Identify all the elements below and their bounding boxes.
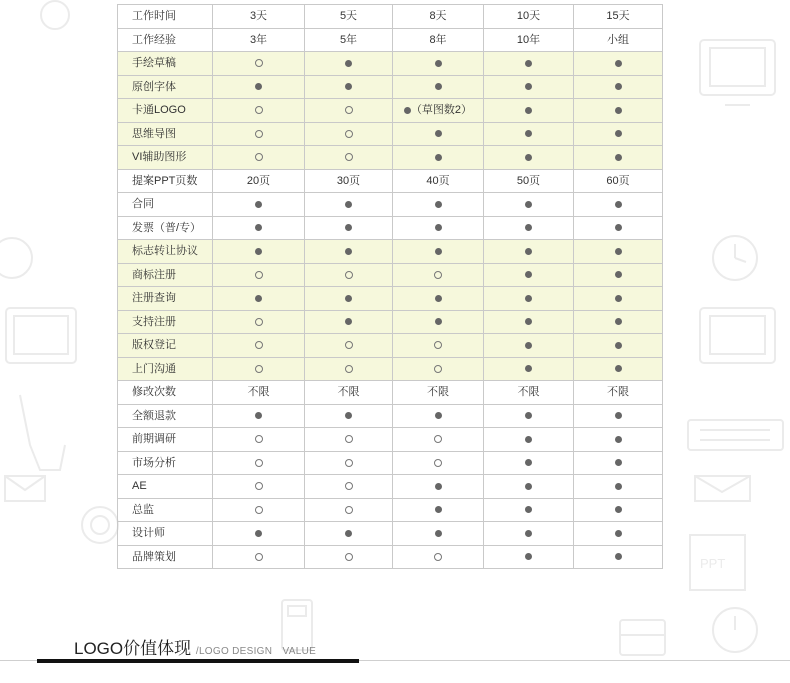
filled-circle-icon	[525, 60, 532, 67]
included-cell	[574, 287, 663, 311]
filled-circle-icon	[345, 83, 352, 90]
included-cell	[574, 99, 663, 123]
included-cell	[484, 310, 574, 334]
filled-circle-icon	[435, 224, 442, 231]
pricing-table	[117, 4, 663, 569]
included-cell	[574, 240, 663, 264]
row-label: AE	[118, 475, 213, 499]
table-row	[118, 498, 663, 522]
included-cell	[484, 52, 574, 76]
included-cell	[393, 498, 484, 522]
empty-circle-icon	[434, 459, 442, 467]
filled-circle-icon	[615, 412, 622, 419]
filled-circle-icon	[525, 436, 532, 443]
included-cell	[574, 75, 663, 99]
filled-circle-icon	[615, 130, 622, 137]
row-label: 提案PPT页数	[118, 169, 213, 193]
filled-circle-icon	[525, 506, 532, 513]
table-cell: 8天	[393, 5, 484, 29]
filled-circle-icon	[615, 436, 622, 443]
included-cell	[484, 498, 574, 522]
empty-circle-icon	[255, 153, 263, 161]
included-cell	[213, 216, 305, 240]
keyboard-icon	[688, 420, 783, 450]
table-cell: 5天	[305, 5, 393, 29]
included-cell	[484, 475, 574, 499]
table-cell: 不限	[305, 381, 393, 405]
included-cell	[574, 193, 663, 217]
empty-circle-icon	[345, 506, 353, 514]
filled-circle-icon	[255, 412, 262, 419]
filled-circle-icon	[615, 154, 622, 161]
not-included-cell	[305, 428, 393, 452]
not-included-cell	[305, 545, 393, 569]
table-row	[118, 357, 663, 381]
included-cell	[574, 334, 663, 358]
included-cell	[574, 146, 663, 170]
filled-circle-icon	[255, 295, 262, 302]
empty-circle-icon	[255, 365, 263, 373]
filled-circle-icon	[615, 248, 622, 255]
row-label: 设计师	[118, 522, 213, 546]
filled-circle-icon	[255, 201, 262, 208]
included-cell	[305, 310, 393, 334]
filled-circle-icon	[525, 530, 532, 537]
not-included-cell	[213, 357, 305, 381]
included-cell	[305, 522, 393, 546]
table-cell: 20页	[213, 169, 305, 193]
comparison-table	[117, 4, 662, 569]
included-cell	[393, 287, 484, 311]
filled-circle-icon	[345, 318, 352, 325]
filled-circle-icon	[525, 224, 532, 231]
cell-note: （草图数2）	[410, 104, 473, 117]
included-cell	[484, 522, 574, 546]
empty-circle-icon	[434, 341, 442, 349]
included-cell	[393, 146, 484, 170]
included-cell	[484, 404, 574, 428]
row-label: 修改次数	[118, 381, 213, 405]
filled-circle-icon	[435, 83, 442, 90]
included-cell	[393, 522, 484, 546]
filled-circle-icon	[525, 201, 532, 208]
table-row	[118, 5, 663, 29]
included-cell	[574, 122, 663, 146]
not-included-cell	[305, 122, 393, 146]
row-label: 思维导图	[118, 122, 213, 146]
included-cell	[213, 287, 305, 311]
table-cell: 不限	[574, 381, 663, 405]
empty-circle-icon	[255, 341, 263, 349]
table-row	[118, 287, 663, 311]
empty-circle-icon	[345, 365, 353, 373]
filled-circle-icon	[525, 483, 532, 490]
not-included-cell	[213, 310, 305, 334]
row-label: 品牌策划	[118, 545, 213, 569]
filled-circle-icon	[615, 224, 622, 231]
included-cell	[305, 404, 393, 428]
row-label: 商标注册	[118, 263, 213, 287]
empty-circle-icon	[345, 106, 353, 114]
included-cell	[484, 428, 574, 452]
filled-circle-icon	[345, 60, 352, 67]
clock-icon	[713, 608, 757, 652]
row-label: VI辅助图形	[118, 146, 213, 170]
table-cell: 不限	[213, 381, 305, 405]
included-cell	[574, 52, 663, 76]
row-label: 发票（普/专）	[118, 216, 213, 240]
filled-circle-icon	[255, 530, 262, 537]
included-cell	[213, 75, 305, 99]
not-included-cell	[305, 357, 393, 381]
table-cell: 5年	[305, 28, 393, 52]
filled-circle-icon	[255, 248, 262, 255]
empty-circle-icon	[255, 130, 263, 138]
section-underline-bar	[37, 659, 359, 663]
included-cell	[574, 310, 663, 334]
table-body	[118, 5, 663, 569]
not-included-cell	[393, 428, 484, 452]
table-cell: 60页	[574, 169, 663, 193]
filled-circle-icon	[525, 412, 532, 419]
included-cell	[574, 475, 663, 499]
not-included-cell	[213, 122, 305, 146]
row-label: 工作时间	[118, 5, 213, 29]
included-cell	[213, 522, 305, 546]
filled-circle-icon	[435, 60, 442, 67]
table-row	[118, 310, 663, 334]
table-cell: 15天	[574, 5, 663, 29]
table-cell: 30页	[305, 169, 393, 193]
filled-circle-icon	[525, 553, 532, 560]
filled-circle-icon	[615, 459, 622, 466]
included-cell	[213, 193, 305, 217]
clock-icon	[41, 1, 69, 29]
included-cell	[484, 334, 574, 358]
filled-circle-icon	[525, 342, 532, 349]
included-cell	[574, 216, 663, 240]
included-cell	[305, 216, 393, 240]
filled-circle-icon	[345, 412, 352, 419]
clock-icon	[0, 238, 32, 278]
filled-circle-icon	[435, 506, 442, 513]
table-cell: 小组	[574, 28, 663, 52]
row-label: 上门沟通	[118, 357, 213, 381]
empty-circle-icon	[434, 271, 442, 279]
monitor-icon	[6, 308, 76, 363]
included-cell	[213, 404, 305, 428]
included-cell	[484, 545, 574, 569]
not-included-cell	[305, 263, 393, 287]
filled-circle-icon	[615, 83, 622, 90]
included-cell	[213, 240, 305, 264]
empty-circle-icon	[345, 130, 353, 138]
not-included-cell	[305, 498, 393, 522]
table-cell: 不限	[393, 381, 484, 405]
table-cell: 10年	[484, 28, 574, 52]
not-included-cell	[213, 475, 305, 499]
section-title	[74, 634, 316, 659]
included-cell	[305, 75, 393, 99]
table-row	[118, 428, 663, 452]
not-included-cell	[305, 334, 393, 358]
filled-circle-icon	[615, 365, 622, 372]
empty-circle-icon	[345, 341, 353, 349]
filled-circle-icon	[255, 224, 262, 231]
included-cell	[484, 99, 574, 123]
ppt-icon	[690, 535, 745, 590]
filled-circle-icon	[345, 295, 352, 302]
empty-circle-icon	[255, 459, 263, 467]
included-cell	[574, 428, 663, 452]
filled-circle-icon	[345, 530, 352, 537]
empty-circle-icon	[345, 553, 353, 561]
not-included-cell	[213, 52, 305, 76]
filled-circle-icon	[435, 154, 442, 161]
included-cell	[484, 122, 574, 146]
included-cell	[484, 263, 574, 287]
filled-circle-icon	[345, 201, 352, 208]
empty-circle-icon	[434, 553, 442, 561]
table-row	[118, 75, 663, 99]
included-cell	[574, 522, 663, 546]
not-included-cell	[213, 263, 305, 287]
filled-circle-icon	[525, 248, 532, 255]
included-cell	[574, 451, 663, 475]
empty-circle-icon	[255, 482, 263, 490]
filled-circle-icon	[435, 412, 442, 419]
briefcase-icon	[620, 620, 665, 655]
empty-circle-icon	[345, 271, 353, 279]
filled-circle-icon	[615, 201, 622, 208]
filled-circle-icon	[525, 130, 532, 137]
filled-circle-icon	[525, 459, 532, 466]
filled-circle-icon	[435, 201, 442, 208]
not-included-cell	[213, 545, 305, 569]
filled-circle-icon	[525, 318, 532, 325]
table-row	[118, 404, 663, 428]
not-included-cell	[305, 146, 393, 170]
monitor-icon	[700, 40, 775, 105]
not-included-cell	[393, 334, 484, 358]
table-row	[118, 216, 663, 240]
not-included-cell	[393, 545, 484, 569]
filled-circle-icon	[525, 365, 532, 372]
included-cell	[393, 240, 484, 264]
section-title-text: LOGO价值体现	[74, 639, 192, 658]
filled-circle-icon	[255, 83, 262, 90]
section-subtitle: /LOGO DESIGN VALUE	[195, 646, 317, 657]
table-row	[118, 169, 663, 193]
not-included-cell	[213, 428, 305, 452]
included-cell	[393, 216, 484, 240]
not-included-cell	[213, 334, 305, 358]
row-label: 注册查询	[118, 287, 213, 311]
row-label: 前期调研	[118, 428, 213, 452]
included-cell	[574, 404, 663, 428]
mail-icon	[5, 476, 45, 501]
included-cell	[484, 216, 574, 240]
table-row	[118, 334, 663, 358]
included-cell	[393, 122, 484, 146]
table-row	[118, 193, 663, 217]
not-included-cell	[213, 451, 305, 475]
empty-circle-icon	[255, 553, 263, 561]
not-included-cell	[305, 99, 393, 123]
table-cell: 40页	[393, 169, 484, 193]
included-cell	[393, 475, 484, 499]
table-cell: 8年	[393, 28, 484, 52]
filled-circle-icon	[615, 295, 622, 302]
filled-circle-icon	[615, 107, 622, 114]
included-cell	[393, 52, 484, 76]
filled-circle-icon	[525, 83, 532, 90]
not-included-cell	[393, 263, 484, 287]
table-row	[118, 122, 663, 146]
not-included-cell	[213, 498, 305, 522]
included-cell	[484, 75, 574, 99]
table-row	[118, 52, 663, 76]
not-included-cell	[393, 357, 484, 381]
empty-circle-icon	[345, 153, 353, 161]
table-row	[118, 240, 663, 264]
table-row	[118, 146, 663, 170]
filled-circle-icon	[435, 248, 442, 255]
table-cell: 3天	[213, 5, 305, 29]
empty-circle-icon	[434, 435, 442, 443]
table-row	[118, 545, 663, 569]
filled-circle-icon	[615, 271, 622, 278]
row-label: 合同	[118, 193, 213, 217]
empty-circle-icon	[255, 106, 263, 114]
included-cell	[393, 99, 484, 123]
filled-circle-icon	[435, 483, 442, 490]
briefcase-icon	[82, 507, 118, 543]
included-cell	[484, 240, 574, 264]
table-row	[118, 451, 663, 475]
included-cell	[484, 146, 574, 170]
empty-circle-icon	[255, 506, 263, 514]
row-label: 版权登记	[118, 334, 213, 358]
empty-circle-icon	[345, 435, 353, 443]
filled-circle-icon	[525, 295, 532, 302]
row-label: 卡通LOGO	[118, 99, 213, 123]
table-cell: 3年	[213, 28, 305, 52]
row-label: 支持注册	[118, 310, 213, 334]
included-cell	[393, 75, 484, 99]
svg-text:PPT: PPT	[700, 556, 726, 571]
filled-circle-icon	[525, 107, 532, 114]
table-cell: 10天	[484, 5, 574, 29]
included-cell	[305, 52, 393, 76]
empty-circle-icon	[255, 435, 263, 443]
filled-circle-icon	[615, 553, 622, 560]
empty-circle-icon	[345, 482, 353, 490]
table-row	[118, 522, 663, 546]
row-label: 全额退款	[118, 404, 213, 428]
included-cell	[574, 263, 663, 287]
included-cell	[393, 404, 484, 428]
filled-circle-icon	[435, 130, 442, 137]
included-cell	[484, 451, 574, 475]
filled-circle-icon	[525, 271, 532, 278]
filled-circle-icon	[615, 342, 622, 349]
row-label: 市场分析	[118, 451, 213, 475]
filled-circle-icon	[615, 318, 622, 325]
empty-circle-icon	[255, 318, 263, 326]
included-cell	[305, 287, 393, 311]
row-label: 工作经验	[118, 28, 213, 52]
empty-circle-icon	[434, 365, 442, 373]
empty-circle-icon	[255, 59, 263, 67]
table-row	[118, 475, 663, 499]
included-cell	[574, 545, 663, 569]
empty-circle-icon	[255, 271, 263, 279]
filled-circle-icon	[615, 60, 622, 67]
filled-circle-icon	[525, 154, 532, 161]
table-row	[118, 99, 663, 123]
not-included-cell	[213, 99, 305, 123]
included-cell	[484, 357, 574, 381]
empty-circle-icon	[345, 459, 353, 467]
included-cell	[393, 310, 484, 334]
row-label: 手绘草稿	[118, 52, 213, 76]
table-row	[118, 263, 663, 287]
filled-circle-icon	[345, 248, 352, 255]
included-cell	[393, 193, 484, 217]
included-cell	[484, 193, 574, 217]
included-cell	[574, 357, 663, 381]
row-label: 原创字体	[118, 75, 213, 99]
filled-circle-icon	[404, 107, 411, 114]
filled-circle-icon	[615, 530, 622, 537]
filled-circle-icon	[345, 224, 352, 231]
included-cell	[305, 193, 393, 217]
filled-circle-icon	[615, 506, 622, 513]
table-cell: 不限	[484, 381, 574, 405]
filled-circle-icon	[435, 318, 442, 325]
mail-icon	[695, 476, 750, 501]
clock-icon	[713, 236, 757, 280]
table-row	[118, 381, 663, 405]
included-cell	[484, 287, 574, 311]
row-label: 总监	[118, 498, 213, 522]
pencil-icon	[20, 395, 65, 470]
filled-circle-icon	[435, 530, 442, 537]
included-cell	[574, 498, 663, 522]
included-cell	[305, 240, 393, 264]
filled-circle-icon	[435, 295, 442, 302]
not-included-cell	[213, 146, 305, 170]
monitor-icon	[700, 308, 775, 363]
not-included-cell	[305, 475, 393, 499]
not-included-cell	[305, 451, 393, 475]
filled-circle-icon	[615, 483, 622, 490]
not-included-cell	[393, 451, 484, 475]
row-label: 标志转让协议	[118, 240, 213, 264]
table-cell: 50页	[484, 169, 574, 193]
table-row	[118, 28, 663, 52]
